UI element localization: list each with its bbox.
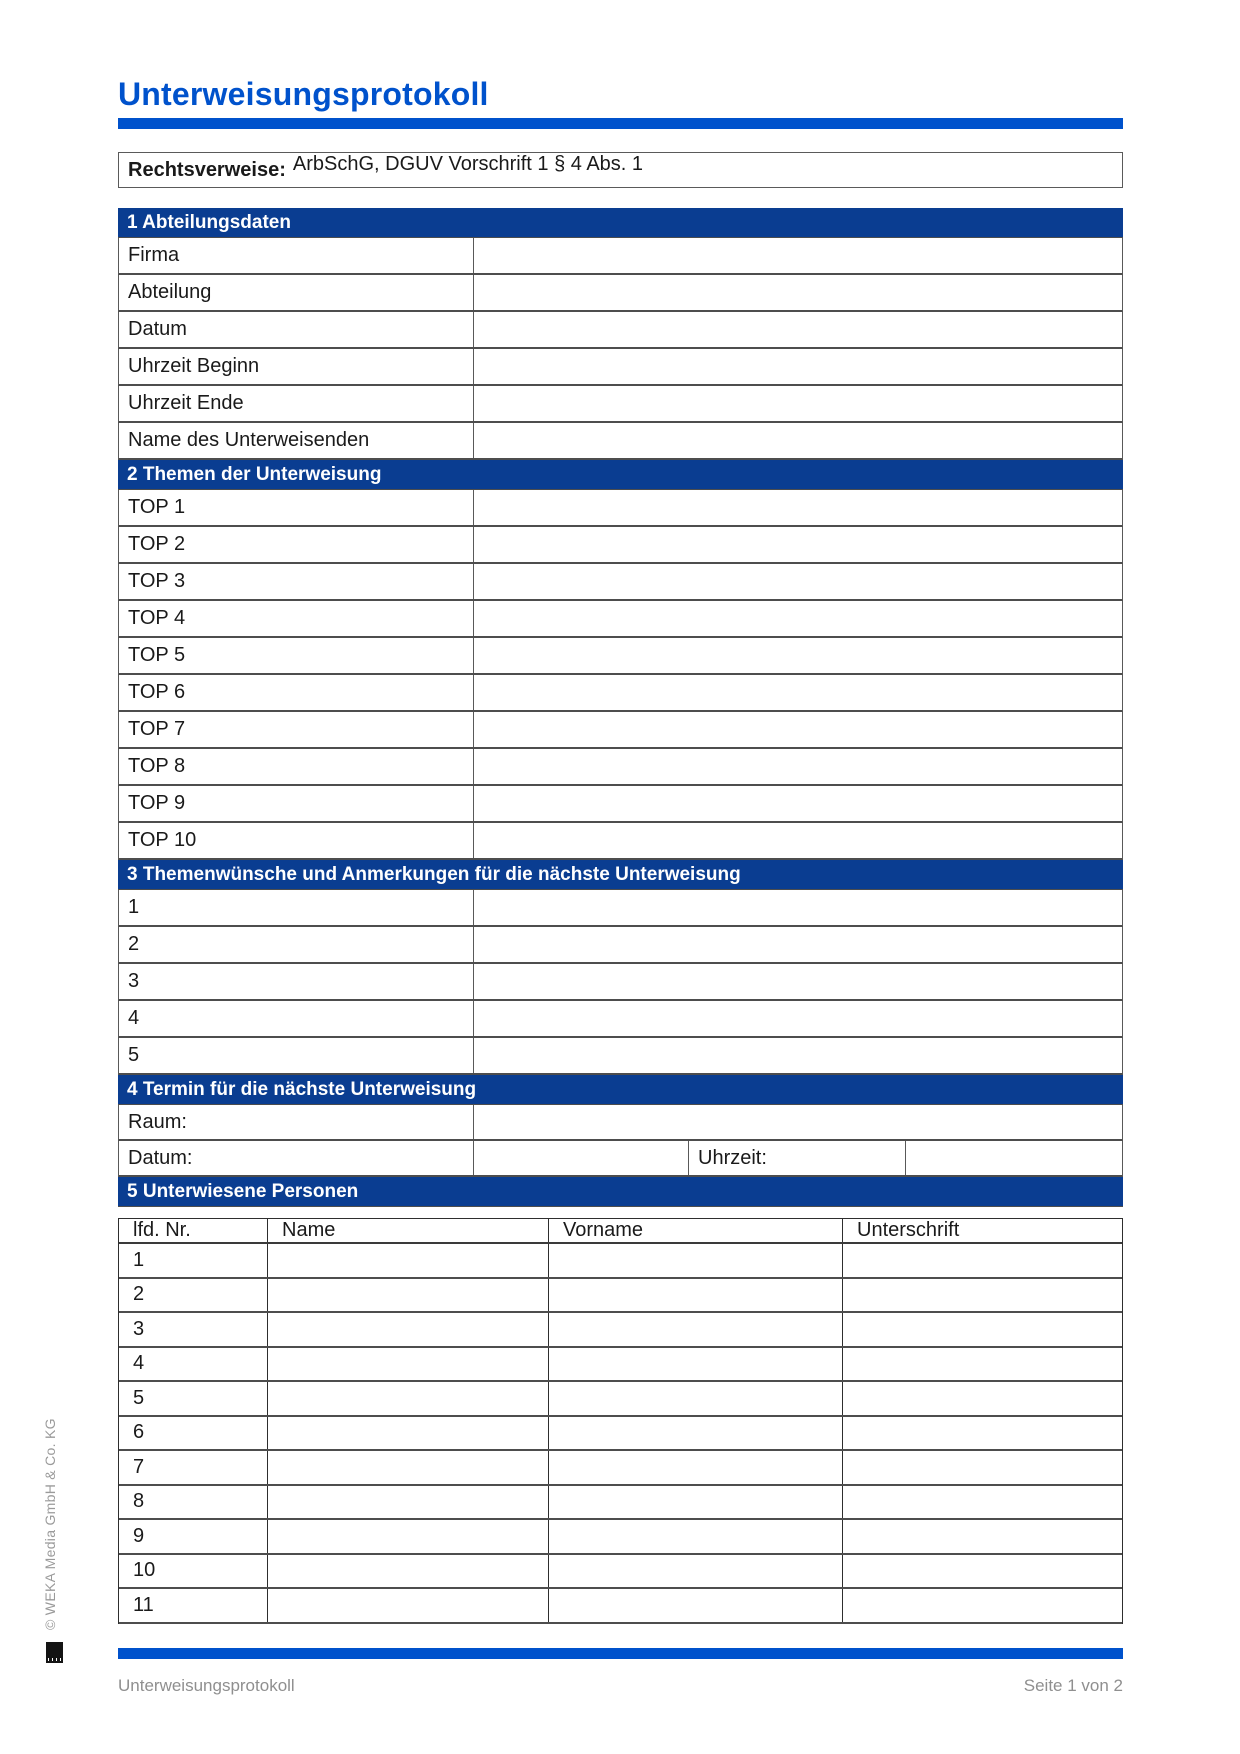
table-row (118, 490, 1123, 527)
row-label-wish-4: 4 (119, 1001, 474, 1036)
row-label-termin-uhrzeit: Uhrzeit: (689, 1141, 906, 1175)
row-label-termin-datum: Datum: (119, 1141, 474, 1175)
copyright-side-note: © WEKA Media GmbH & Co. KG (42, 1418, 58, 1630)
person-number: 11 (119, 1589, 268, 1622)
field-wish-2[interactable] (474, 927, 1122, 962)
row-label-raum: Raum: (119, 1105, 474, 1139)
legal-reference-label: Rechtsverweise: (128, 158, 286, 181)
table-row (118, 823, 1123, 860)
field-unterschrift-7[interactable] (843, 1451, 1122, 1484)
field-unterschrift-5[interactable] (843, 1382, 1122, 1415)
table-row (118, 927, 1123, 964)
persons-row (119, 1451, 1122, 1486)
legal-reference-value: ArbSchG, DGUV Vorschrift 1 § 4 Abs. 1 (292, 153, 644, 175)
table-row (118, 349, 1123, 386)
table-row (118, 275, 1123, 312)
row-label-wish-1: 1 (119, 890, 474, 925)
person-number: 1 (119, 1244, 268, 1277)
persons-row (119, 1520, 1122, 1555)
persons-table (118, 1218, 1123, 1624)
field-unterweisender[interactable] (474, 423, 1122, 458)
row-label-uhrzeit-beginn: Uhrzeit Beginn (119, 349, 474, 384)
field-top-8[interactable] (474, 749, 1122, 784)
persons-row (119, 1555, 1122, 1590)
table-row (118, 712, 1123, 749)
legal-reference-box (118, 152, 1123, 188)
field-name-2[interactable] (268, 1279, 549, 1312)
field-unterschrift-9[interactable] (843, 1520, 1122, 1553)
field-name-11[interactable] (268, 1589, 549, 1622)
person-number: 8 (119, 1486, 268, 1519)
field-unterschrift-2[interactable] (843, 1279, 1122, 1312)
field-vorname-3[interactable] (549, 1313, 843, 1346)
field-unterschrift-10[interactable] (843, 1555, 1122, 1588)
table-row (118, 312, 1123, 349)
table-row (118, 890, 1123, 927)
page-title: Unterweisungsprotokoll (118, 76, 489, 112)
field-abteilung[interactable] (474, 275, 1122, 310)
persons-row (119, 1589, 1122, 1624)
persons-row (119, 1348, 1122, 1383)
person-number: 10 (119, 1555, 268, 1588)
field-unterschrift-4[interactable] (843, 1348, 1122, 1381)
field-vorname-4[interactable] (549, 1348, 843, 1381)
table-row (118, 1001, 1123, 1038)
field-wish-5[interactable] (474, 1038, 1122, 1073)
table-row (118, 238, 1123, 275)
field-top-7[interactable] (474, 712, 1122, 747)
field-uhrzeit-ende[interactable] (474, 386, 1122, 421)
field-name-1[interactable] (268, 1244, 549, 1277)
person-number: 7 (119, 1451, 268, 1484)
row-label-top-6: TOP 6 (119, 675, 474, 710)
row-label-top-4: TOP 4 (119, 601, 474, 636)
row-label-wish-2: 2 (119, 927, 474, 962)
row-label-wish-5: 5 (119, 1038, 474, 1073)
field-raum[interactable] (474, 1105, 1122, 1139)
field-name-4[interactable] (268, 1348, 549, 1381)
row-label-uhrzeit-ende: Uhrzeit Ende (119, 386, 474, 421)
field-top-2[interactable] (474, 527, 1122, 562)
table-row (118, 1038, 1123, 1075)
field-name-9[interactable] (268, 1520, 549, 1553)
row-label-top-2: TOP 2 (119, 527, 474, 562)
row-label-abteilung: Abteilung (119, 275, 474, 310)
field-top-4[interactable] (474, 601, 1122, 636)
table-row (118, 964, 1123, 1001)
persons-row (119, 1486, 1122, 1521)
field-termin-datum[interactable] (474, 1141, 689, 1175)
row-label-wish-3: 3 (119, 964, 474, 999)
protocol-form (118, 208, 1123, 1207)
person-number: 6 (119, 1417, 268, 1450)
field-top-10[interactable] (474, 823, 1122, 858)
print-registration-mark (46, 1642, 63, 1663)
row-label-unterweisender: Name des Unterweisenden (119, 423, 474, 458)
footer-page-number: Seite 1 von 2 (1023, 1676, 1123, 1695)
field-vorname-10[interactable] (549, 1555, 843, 1588)
field-name-5[interactable] (268, 1382, 549, 1415)
section-4-header: 4 Termin für die nächste Unterweisung (118, 1075, 1123, 1105)
field-vorname-7[interactable] (549, 1451, 843, 1484)
section-5-header: 5 Unterwiesene Personen (118, 1177, 1123, 1207)
row-label-top-1: TOP 1 (119, 490, 474, 525)
field-unterschrift-11[interactable] (843, 1589, 1122, 1622)
person-number: 4 (119, 1348, 268, 1381)
person-number: 2 (119, 1279, 268, 1312)
field-top-6[interactable] (474, 675, 1122, 710)
field-wish-4[interactable] (474, 1001, 1122, 1036)
field-name-7[interactable] (268, 1451, 549, 1484)
table-row (118, 749, 1123, 786)
row-label-top-9: TOP 9 (119, 786, 474, 821)
column-header-name: Name (268, 1219, 549, 1242)
footer-document-title: Unterweisungsprotokoll (118, 1676, 295, 1695)
field-name-10[interactable] (268, 1555, 549, 1588)
person-number: 3 (119, 1313, 268, 1346)
field-wish-3[interactable] (474, 964, 1122, 999)
field-top-3[interactable] (474, 564, 1122, 599)
field-name-6[interactable] (268, 1417, 549, 1450)
table-row (118, 675, 1123, 712)
field-termin-uhrzeit[interactable] (906, 1141, 1122, 1175)
person-number: 9 (119, 1520, 268, 1553)
section-3-header: 3 Themenwünsche und Anmerkungen für die nächste Unterweisung (118, 860, 1123, 890)
persons-row (119, 1313, 1122, 1348)
field-unterschrift-1[interactable] (843, 1244, 1122, 1277)
column-header-vorname: Vorname (549, 1219, 843, 1242)
table-row (118, 386, 1123, 423)
persons-row (119, 1382, 1122, 1417)
field-wish-1[interactable] (474, 890, 1122, 925)
table-row (118, 638, 1123, 675)
row-label-top-3: TOP 3 (119, 564, 474, 599)
field-vorname-8[interactable] (549, 1486, 843, 1519)
field-top-5[interactable] (474, 638, 1122, 673)
field-vorname-5[interactable] (549, 1382, 843, 1415)
persons-header-row (119, 1219, 1122, 1244)
field-name-8[interactable] (268, 1486, 549, 1519)
table-row (118, 601, 1123, 638)
field-top-1[interactable] (474, 490, 1122, 525)
field-vorname-9[interactable] (549, 1520, 843, 1553)
field-top-9[interactable] (474, 786, 1122, 821)
field-unterschrift-6[interactable] (843, 1417, 1122, 1450)
field-vorname-1[interactable] (549, 1244, 843, 1277)
row-label-datum: Datum (119, 312, 474, 347)
field-unterschrift-8[interactable] (843, 1486, 1122, 1519)
row-label-top-5: TOP 5 (119, 638, 474, 673)
row-label-top-7: TOP 7 (119, 712, 474, 747)
table-row (118, 564, 1123, 601)
field-name-3[interactable] (268, 1313, 549, 1346)
table-row (118, 527, 1123, 564)
row-label-firma: Firma (119, 238, 474, 273)
section-1-header: 1 Abteilungsdaten (118, 208, 1123, 238)
field-vorname-11[interactable] (549, 1589, 843, 1622)
field-vorname-2[interactable] (549, 1279, 843, 1312)
field-firma[interactable] (474, 238, 1122, 273)
persons-row (119, 1244, 1122, 1279)
table-row (118, 1105, 1123, 1141)
table-row (118, 786, 1123, 823)
title-rule (118, 118, 1123, 129)
field-vorname-6[interactable] (549, 1417, 843, 1450)
table-row (118, 423, 1123, 460)
field-unterschrift-3[interactable] (843, 1313, 1122, 1346)
row-label-top-10: TOP 10 (119, 823, 474, 858)
field-datum[interactable] (474, 312, 1122, 347)
column-header-unterschrift: Unterschrift (857, 1219, 960, 1241)
section-2-header: 2 Themen der Unterweisung (118, 460, 1123, 490)
field-uhrzeit-beginn[interactable] (474, 349, 1122, 384)
table-row (118, 1141, 1123, 1177)
row-label-top-8: TOP 8 (119, 749, 474, 784)
column-header-lfd-nr: lfd. Nr. (119, 1219, 268, 1242)
persons-row (119, 1417, 1122, 1452)
person-number: 5 (119, 1382, 268, 1415)
footer-rule (118, 1648, 1123, 1659)
persons-row (119, 1279, 1122, 1314)
